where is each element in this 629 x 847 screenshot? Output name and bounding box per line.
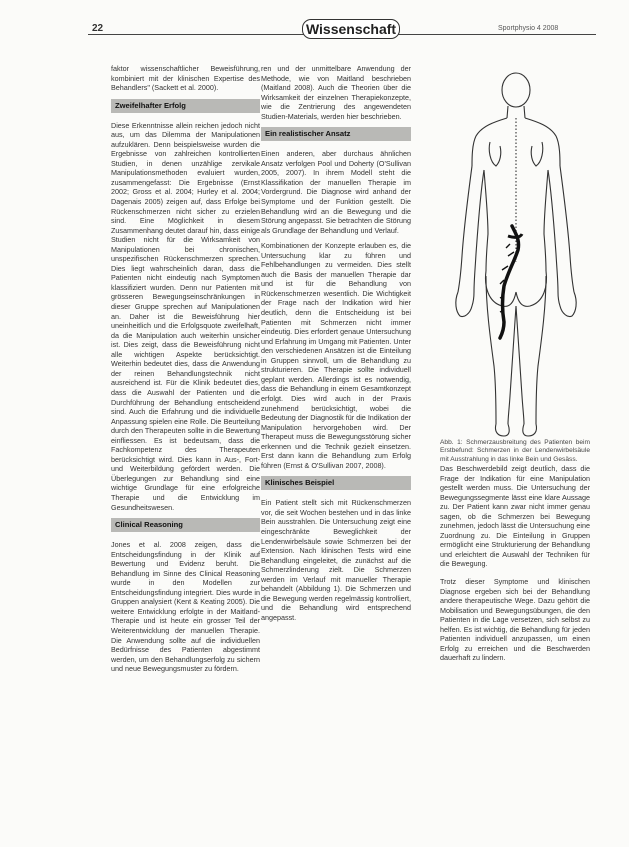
issue-label: Sportphysio 4 2008	[498, 25, 559, 32]
section-title: Wissenschaft	[302, 19, 400, 39]
page-number: 22	[92, 23, 104, 34]
subheading-clinical-reasoning: Clinical Reasoning	[111, 518, 260, 532]
column-2-body-3: Ein Patient stellt sich mit Rückenschmerzen vor, die seit Wochen bestehen und in das linke Bein ausstrahlen. Die Untersuchung zeigt eine eingeschränkte Beweglichkeit der Lendenwirbelsäule sowie Schmerzen bei der Extension. Nach klinischen Tests wird eine Behandlung eingeleitet, die zunächst auf die Schmerzlinderung zielt. Die Schmerzen werden im Verlauf mit manueller Therapie behandelt (Abbildung 1). Die Schmerzen und die Bewegung werden regelmässig kontrolliert, und die Behandlung wird entsprechend angepasst.	[261, 498, 411, 622]
column-1	[111, 64, 260, 674]
subheading-klinisches-beispiel: Klinisches Beispiel	[261, 476, 411, 490]
column-2-intro: ren und der unmittelbare Anwendung der Methode, wie von Maitland beschrieben (Maitland 2008). Auch die Theorien über die Wirksamkeit der einzelnen Therapiekonzepte, wie die Zentrierung des angewendeten Studien-Materials, werden hier beschrieben.	[261, 64, 411, 121]
column-2	[261, 64, 411, 622]
column-1-intro: faktor wissenschaftlicher Beweisführung, kombiniert mit der klinischen Expertise des Behandlers" (Sackett et al. 2000).	[111, 64, 260, 93]
subheading-realistischer-ansatz: Ein realistischer Ansatz	[261, 127, 411, 141]
body-chart-figure	[424, 66, 592, 446]
pain-area-marking	[500, 226, 522, 338]
column-3-body-2: Trotz dieser Symptome und klinischen Diagnose ergeben sich bei der Behandlung andere therapeutische Wege. Dazu gehört die Mobilisation und Bewegungsübungen, die den Patienten in die Lage versetzen, sich selbst zu helfen. Es ist wichtig, die Behandlung für jeden Patienten individuell anzupassen, um einen Erfolg zu erreichen und die Beschwerden dauerhaft zu lindern.	[440, 577, 590, 663]
figure-caption: Abb. 1: Schmerzausbreitung des Patienten beim Erstbefund: Schmerzen in der Lendenwirbelsäule mit Ausstrahlung in das linke Bein und Gesäss.	[440, 439, 590, 463]
column-1-body-2: Jones et al. 2008 zeigen, dass die Entscheidungsfindung in der Klinik auf Bewertung und Evidenz beruht. Die Behandlung im Sinne des Clinical Reasoning wurde in den Modellen zur Entscheidungsfindung integriert. Dies wurde in Gruppen analysiert (Kent & Keating 2005). Die weitere Entwicklung erfolgte in der Maitland-Therapie und ist heute ein grosser Teil der Weiterentwicklung der manuellen Therapie. Die Anwendung sollte auf die individuellen Bedürfnisse des Patienten abgestimmt werden, um den Behandlungserfolg zu sichern und neue Bewegungsmuster zu fördern.	[111, 540, 260, 674]
column-2-body-2: Kombinationen der Konzepte erlauben es, die Untersuchung klar zu führen und Fehlbehandlungen zu vermeiden. Dies stellt auch die Basis der manuellen Therapie dar und ist für die Behandlung von Rückenschmerzen wesentlich. Die Wichtigkeit der Frage nach der Indikation wird hier deutlich, denn die Entscheidung ist bei Patienten mit Schmerzen nicht immer eindeutig. Dies erfordert genaue Untersuchung und Erfahrung im Umgang mit Patienten. Unter den verschiedenen Ansätzen ist die Einteilung in Gruppen sinnvoll, um die Behandlung zu strukturieren. Die Therapie sollte individuell geplant werden. Allerdings ist es notwendig, dass die Behandlung in einem Gesamtkonzept erfolgt. Dies wird auch in der Praxis zunehmend berücksichtigt, wobei die Bedeutung der Diagnostik für die Indikation der Manipulation hervorgehoben wird. Der Therapeut muss die Bewegungsstörung sicher erkennen und die Technik gezielt einsetzen. Erst dann kann die Behandlung zum Erfolg führen (Ernst & O'Sullivan 2007, 2008).	[261, 241, 411, 470]
column-3-body: Das Beschwerdebild zeigt deutlich, dass die Frage der Indikation für eine Manipulation gestellt werden muss. Die Untersuchung der Bewegungssegmente lässt eine klare Aussage zu. Der Patient kann zwar nicht immer genau sagen, ob die Schmerzen bei Bewegung zunehmen, jedoch lässt die Untersuchung eine Zuordnung zu. Die Einteilung in Gruppen ermöglicht eine Strukturierung der Behandlung und erleichtert die Auswahl der Techniken für die Bewegung.	[440, 464, 590, 569]
subheading-zweifelhafter-erfolg: Zweifelhafter Erfolg	[111, 99, 260, 113]
column-2-body: Einen anderen, aber durchaus ähnlichen Ansatz verfolgen Pool und Doherty (O'Sullivan 2005, 2007). In ihrem Modell steht die Klassifikation der manuellen Therapie im Vordergrund. Die Diagnose wird anhand der Symptome und der Funktion gestellt. Die Behandlung wird an die Bewegung und die Störung angepasst. Sie betrachten die Störung als Grundlage der Behandlung und Verlauf.	[261, 149, 411, 235]
column-3	[440, 464, 590, 663]
column-1-body: Diese Erkenntnisse allein reichen jedoch nicht aus, um das Dilemma der Manipulationen aufzuklären. Denn beispielsweise wurden die Ergebnisse von zahlreichen kontrollierten Studien, in denen unzählige zervikale Manipulationsmethoden evaluiert wurden, zusammengefasst: Die Ergebnisse (Ernst 2002; Gross et al. 2004; Hurley et al. 2004; Dagenais 2005) zeigen auf, dass Erfolge bei Rückenschmerzen nicht sicher zu erzielen sind. Eine Möglichkeit in diesem Zusammenhang deutet darauf hin, dass einige Studien nicht für die Wirksamkeit von Manipulationen bei chronischen, unspezifischen Rückenschmerzen sprechen. Dies liegt wahrscheinlich daran, dass die Patienten nicht eindeutig nach Symptomen klassifiziert wurden. Denn nur Patienten mit grösseren Bewegungseinschränkungen in dieser Gruppe sprechen auf Manipulationen an. Daher ist die Beweisführung hier uneinheitlich und die Erfolgsquote zweifelhaft, da die Manipulation auch weiterhin unsicher ist. Dies zeigt, dass die Beweisführung nicht alle wichtigen Aspekte berücksichtigt. Weiterhin bedeutet dies, dass die Anwendung der reinen Behandlungstechnik nicht ausreichend ist. Für die Klinik bedeutet dies, dass die Auswahl der Patienten und die Durchführung der Behandlung entscheidend sind. Auch die Erfahrung und die individuelle Anpassung spielen eine Rolle. Die Beurteilung durch den Therapeuten sollte in die Bewertung einfliessen. Es ist bedeutsam, dass die Fachkompetenz des Therapeuten berücksichtigt wird. Dies kann in Aus-, Fort- und Weiterbildung gefördert werden. Die Überlegungen zur Behandlung sind eine wichtige Grundlage für eine erfolgreiche Therapie und die Entwicklung im Gesundheitswesen.	[111, 120, 260, 512]
